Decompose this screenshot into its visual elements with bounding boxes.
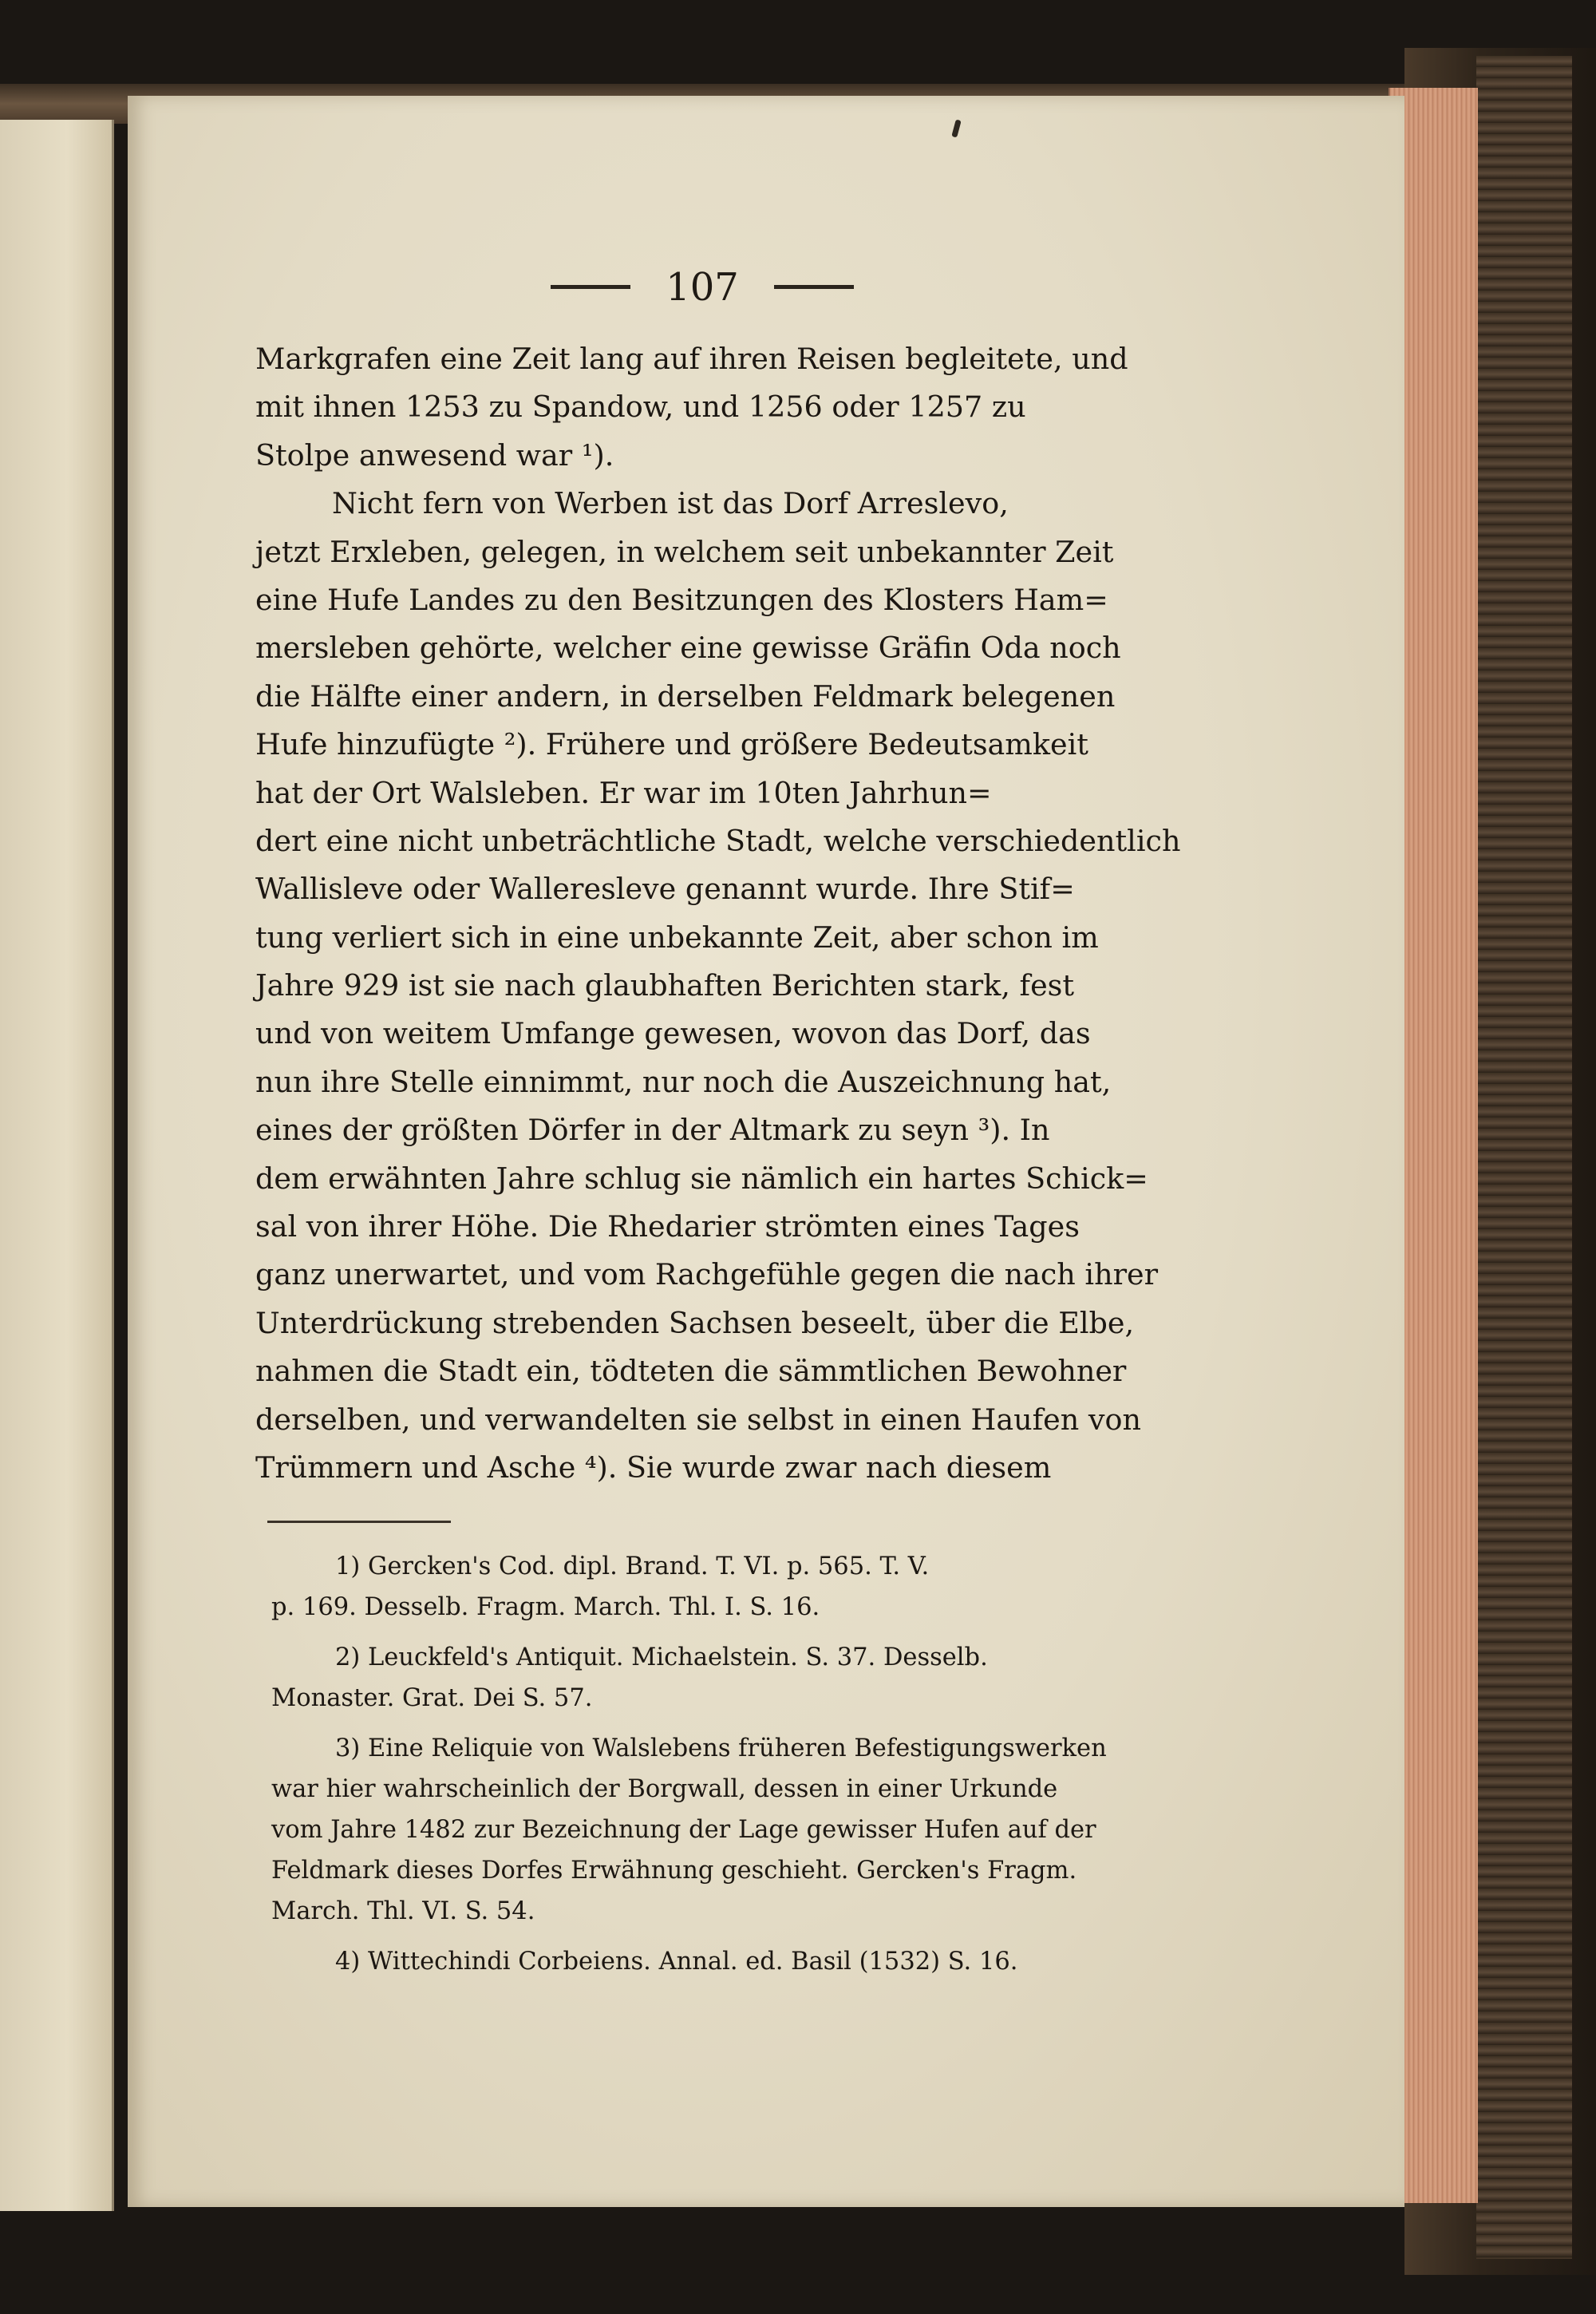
footnote-line: Monaster. Grat. Dei S. 57. xyxy=(271,1684,593,1712)
footnote-line: 1) Gercken's Cod. dipl. Brand. T. VI. p. 565. T. V. xyxy=(335,1553,930,1580)
text-line: nahmen die Stadt ein, tödteten die sämmtlichen Bewohner xyxy=(255,1354,1127,1389)
page-number: 107 xyxy=(666,265,739,310)
footnote-line: Feldmark dieses Dorfes Erwähnung geschieht. Gercken's Fragm. xyxy=(271,1857,1077,1885)
text-line: ganz unerwartet, und vom Rachgefühle gegen die nach ihrer xyxy=(255,1257,1159,1292)
footnote-line: 2) Leuckfeld's Antiquit. Michaelstein. S. 37. Desselb. xyxy=(335,1644,988,1671)
cover-edge xyxy=(1476,56,1572,2259)
footnotes xyxy=(271,1546,1189,1982)
footnote-rule xyxy=(267,1521,451,1523)
footnote-line: vom Jahre 1482 zur Bezeichnung der Lage gewisser Hufen auf der xyxy=(271,1816,1096,1844)
text-line: nun ihre Stelle einnimmt, nur noch die Auszeichnung hat, xyxy=(255,1064,1112,1099)
text-line: Markgrafen eine Zeit lang auf ihren Reisen begleitete, und xyxy=(255,342,1128,376)
page-header xyxy=(551,259,854,315)
text-line: hat der Ort Walsleben. Er war im 10ten Jahrhun= xyxy=(255,775,992,810)
text-line: Trümmern und Asche ⁴). Sie wurde zwar nach diesem xyxy=(255,1450,1052,1485)
footnote-line: March. Thl. VI. S. 54. xyxy=(271,1897,535,1925)
text-line: Jahre 929 ist sie nach glaubhaften Berichten stark, fest xyxy=(255,968,1075,1003)
footnote-line: 3) Eine Reliquie von Walslebens früheren Befestigungswerken xyxy=(335,1735,1107,1762)
text-line: jetzt Erxleben, gelegen, in welchem seit unbekannter Zeit xyxy=(255,534,1114,569)
text-line: mit ihnen 1253 zu Spandow, und 1256 oder 1257 zu xyxy=(255,390,1026,425)
footnote-line: 4) Wittechindi Corbeiens. Annal. ed. Basil (1532) S. 16. xyxy=(335,1948,1018,1976)
left-page-edge xyxy=(0,120,114,2211)
text-line: mersleben gehörte, welcher eine gewisse Gräfin Oda noch xyxy=(255,631,1121,666)
text-line: eines der größten Dörfer in der Altmark zu seyn ³). In xyxy=(255,1113,1050,1148)
text-line: tung verliert sich in eine unbekannte Zeit, aber schon im xyxy=(255,920,1099,955)
text-line: Nicht fern von Werben ist das Dorf Arreslevo, xyxy=(332,486,1009,521)
header-dash-left xyxy=(551,285,630,289)
text-line: Unterdrückung strebenden Sachsen beseelt, über die Elbe, xyxy=(255,1305,1135,1340)
text-line: Stolpe anwesend war ¹). xyxy=(255,437,614,473)
text-line: die Hälfte einer andern, in derselben Feldmark belegenen xyxy=(255,678,1116,714)
footnote-line: p. 169. Desselb. Fragm. March. Thl. I. S. 16. xyxy=(271,1593,820,1621)
text-line: derselben, und verwandelten sie selbst in einen Haufen von xyxy=(255,1402,1141,1437)
text-line: Hufe hinzufügte ²). Frühere und größere Bedeutsamkeit xyxy=(255,727,1088,762)
text-line: dem erwähnten Jahre schlug sie nämlich ein hartes Schick= xyxy=(255,1161,1148,1196)
body-text xyxy=(255,335,1181,1492)
header-dash-right xyxy=(774,285,854,289)
text-line: Wallisleve oder Walleresleve genannt wurde. Ihre Stif= xyxy=(255,872,1075,907)
text-line: dert eine nicht unbeträchtliche Stadt, welche verschiedentlich xyxy=(255,823,1181,858)
text-line: und von weitem Umfange gewesen, wovon das Dorf, das xyxy=(255,1016,1091,1051)
text-line: sal von ihrer Höhe. Die Rhedarier strömten eines Tages xyxy=(255,1209,1080,1244)
footnote-line: war hier wahrscheinlich der Borgwall, dessen in einer Urkunde xyxy=(271,1775,1058,1803)
text-line: eine Hufe Landes zu den Besitzungen des Klosters Ham= xyxy=(255,582,1108,617)
